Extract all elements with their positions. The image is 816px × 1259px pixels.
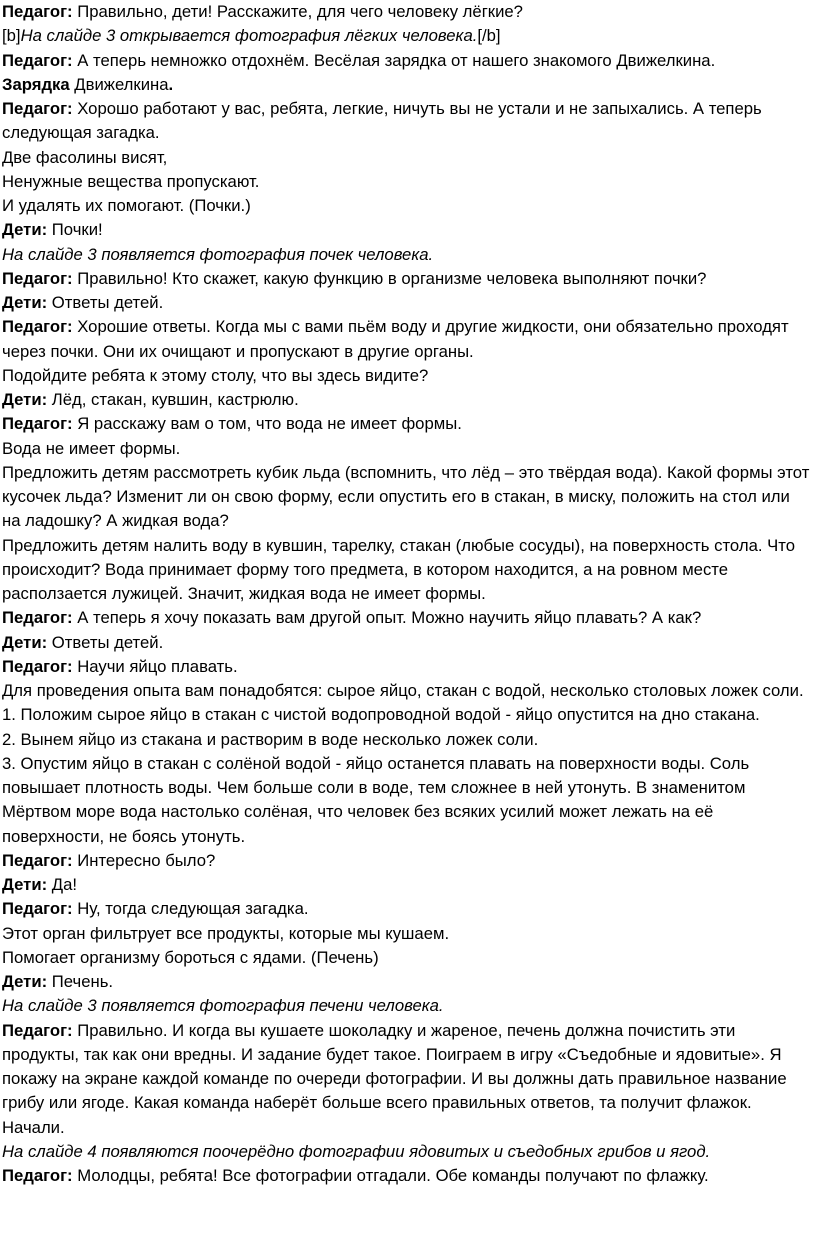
paragraph-text: А теперь немножко отдохнём. Весёлая зарядка от нашего знакомого Движелкина. (72, 50, 716, 70)
paragraph-text: И удалять их помогают. (Почки.) (2, 196, 251, 215)
speaker-label: Педагог: (2, 1166, 73, 1185)
paragraph-text: Правильно. И когда вы кушаете шоколадку и жареное, печень должна почистить эти продукты, так как они вредны. И задание будет такое. Поиграем в игру «Съедобные и ядовитые». Я покажу на экране каждой команде по очереди фотографии. И вы должны дать правильное название грибу или ягоде. Какая команда наберёт больше всего правильных ответов, та получит флажок. Начали. (2, 1020, 787, 1137)
paragraph (2, 97, 812, 146)
paragraph-text: Предложить детям рассмотреть кубик льда (вспомнить, что лёд – это твёрдая вода). Какой формы этот кусочек льда? Изменит ли он свою форму, если опустить его в стакан, в миску, положить на стол или на ладошку? А жидкая вода? (2, 462, 810, 531)
speaker-label: Педагог: (2, 2, 73, 21)
paragraph (2, 267, 812, 291)
paragraph-text: 1. Положим сырое яйцо в стакан с чистой водопроводной водой - яйцо опустится на дно стакана. (2, 705, 760, 725)
paragraph-text: Ответы детей. (47, 293, 164, 312)
paragraph-text: 3. Опустим яйцо в стакан с солёной водой - яйцо останется плавать на поверхности воды. Соль повышает плотность воды. Чем больше соли в воде, тем сложнее в ней утонуть. В знаменитом Мёртвом море вода настолько солёная, что человек без всяких усилий может лежать на её поверхности, не боясь утонуть. (2, 753, 750, 846)
paragraph-text: Движелкина (69, 74, 169, 94)
speaker-label: Дети: (2, 875, 48, 894)
paragraph-text: Правильно! Кто скажет, какую функцию в организме человека выполняют почки? (72, 268, 707, 288)
paragraph-text: Лёд, стакан, кувшин, кастрюлю. (47, 390, 299, 409)
paragraph-text: Правильно, дети! Расскажите, для чего человеку лёгкие? (72, 2, 523, 21)
paragraph (2, 0, 812, 24)
paragraph-text: Печень. (47, 972, 114, 991)
paragraph (2, 534, 812, 607)
paragraph (2, 606, 812, 630)
paragraph (2, 49, 812, 73)
paragraph-text: Вода не имеет формы. (2, 438, 181, 458)
speaker-label: Педагог: (2, 1020, 73, 1040)
paragraph (2, 243, 812, 267)
paragraph (2, 703, 812, 727)
paragraph-text: Да! (47, 875, 78, 894)
paragraph (2, 970, 812, 994)
paragraph (2, 1019, 812, 1140)
paragraph-text: Хорошие ответы. Когда мы с вами пьём воду и другие жидкости, они обязательно проходят через почки. Они их очищают и пропускают в другие органы. (2, 317, 789, 361)
paragraph (2, 364, 812, 388)
paragraph-text: Две фасолины висят, (2, 147, 168, 167)
paragraph-text: Предложить детям налить воду в кувшин, тарелку, стакан (любые сосуды), на поверхность стола. Что происходит? Вода принимает форму того предмета, в котором находится, а на ровном месте расползается лужицей. Значит, жидкая вода не имеет формы. (2, 535, 795, 603)
paragraph (2, 752, 812, 849)
slide-note: На слайде 4 появляются поочерёдно фотографии ядовитых и съедобных грибов и ягод. (2, 1141, 711, 1161)
speaker-label: Педагог: (2, 608, 73, 628)
speaker-label: Дети: (2, 972, 48, 991)
paragraph (2, 1164, 812, 1188)
paragraph (2, 412, 812, 436)
paragraph (2, 194, 812, 218)
paragraph-text: Ну, тогда следующая загадка. (72, 899, 309, 919)
slide-note: На слайде 3 появляется фотография печени человека. (2, 996, 444, 1016)
paragraph (2, 631, 812, 655)
paragraph-text: [b] (2, 26, 21, 46)
paragraph-text: Хорошо работают у вас, ребята, легкие, ничуть вы не устали и не запыхались. А теперь следующая загадка. (2, 99, 762, 143)
paragraph (2, 873, 812, 897)
paragraph-text: Ненужные вещества пропускают. (2, 171, 260, 191)
paragraph (2, 1140, 812, 1164)
speaker-label: Педагог: (2, 50, 73, 70)
paragraph-text: Почки! (47, 220, 103, 240)
speaker-label: Педагог: (2, 317, 73, 337)
paragraph (2, 437, 812, 461)
paragraph-text: Ответы детей. (47, 632, 164, 652)
paragraph (2, 24, 812, 48)
speaker-label: Дети: (2, 632, 48, 652)
paragraph-text: Подойдите ребята к этому столу, что вы здесь видите? (2, 365, 429, 385)
speaker-label: Дети: (2, 390, 48, 409)
speaker-label: Педагог: (2, 850, 73, 870)
paragraph (2, 946, 812, 970)
paragraph (2, 461, 812, 534)
paragraph (2, 388, 812, 412)
paragraph (2, 897, 812, 921)
paragraph (2, 728, 812, 752)
paragraph-text: Интересно было? (72, 850, 216, 870)
paragraph-text: Этот орган фильтрует все продукты, которые мы кушаем. (2, 923, 450, 943)
paragraph (2, 218, 812, 242)
paragraph (2, 679, 812, 703)
speaker-label: Педагог: (2, 656, 73, 676)
paragraph (2, 315, 812, 364)
paragraph (2, 146, 812, 170)
paragraph-text: Я расскажу вам о том, что вода не имеет формы. (72, 414, 462, 434)
slide-note: На слайде 3 появляется фотография почек человека. (2, 244, 434, 264)
speaker-label: Дети: (2, 293, 48, 312)
paragraph-text: 2. Вынем яйцо из стакана и растворим в воде несколько ложек соли. (2, 729, 539, 749)
paragraph-text: Для проведения опыта вам понадобятся: сырое яйцо, стакан с водой, несколько столовых ложек соли. (2, 681, 804, 700)
speaker-label: Педагог: (2, 268, 73, 288)
speaker-label: Педагог: (2, 899, 73, 919)
paragraph-text: [/b] (477, 26, 501, 46)
paragraph-text: Помогает организму бороться с ядами. (Печень) (2, 947, 379, 967)
speaker-label: Педагог: (2, 414, 73, 434)
slide-note: На слайде 3 открывается фотография лёгких человека. (20, 26, 478, 46)
paragraph-text: А теперь я хочу показать вам другой опыт. Можно научить яйцо плавать? А как? (72, 608, 702, 628)
paragraph (2, 655, 812, 679)
speaker-label: Педагог: (2, 99, 73, 118)
paragraph (2, 994, 812, 1018)
paragraph-text: Молодцы, ребята! Все фотографии отгадали. Обе команды получают по флажку. (72, 1166, 709, 1185)
paragraph-text: Научи яйцо плавать. (72, 656, 238, 676)
paragraph (2, 922, 812, 946)
speaker-label: . (168, 74, 174, 94)
paragraph (2, 73, 812, 97)
speaker-label: Дети: (2, 220, 48, 240)
paragraph (2, 170, 812, 194)
paragraph (2, 849, 812, 873)
paragraph (2, 291, 812, 315)
speaker-label: Зарядка (2, 74, 70, 94)
